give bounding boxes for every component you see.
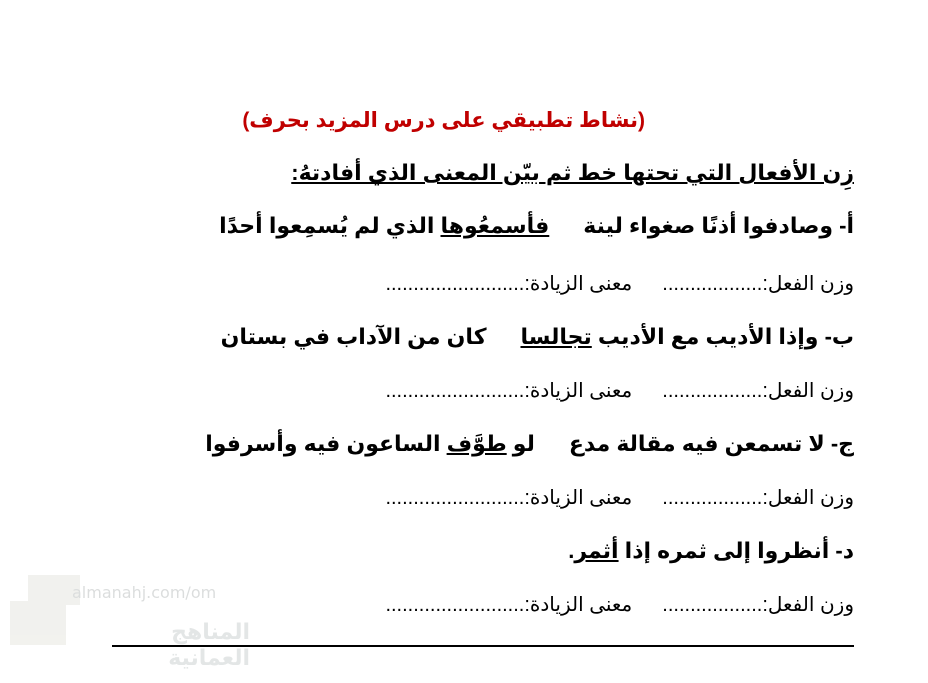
verse-b-first-hemistich: ب- وإذا الأديب مع الأديب	[591, 324, 854, 349]
meaning-blank: .........................	[385, 380, 525, 402]
verse-c-first-hemistich: ج- لا تسمعن فيه مقالة مدع	[568, 431, 854, 456]
answer-line-a	[385, 271, 854, 296]
watermark-logo-shape	[10, 601, 66, 645]
meaning-blank: .........................	[385, 594, 525, 616]
verse-a	[219, 213, 854, 239]
sentence-d-underlined-verb: أثمر	[574, 538, 619, 563]
weight-blank: ..................	[662, 487, 763, 509]
verse-b-second-hemistich: كان من الآداب في بستان	[220, 324, 487, 349]
worksheet-title: (نشاط تطبيقي على درس المزيد بحرف)	[242, 109, 645, 132]
verse-a-first-hemistich: أ- وصادفوا أذنًا صغواء لينة	[583, 213, 854, 238]
meaning-label: معنى الزيادة:	[524, 380, 633, 402]
sentence-d	[568, 538, 854, 564]
watermark-url: almanahj.com/om	[72, 583, 217, 602]
meaning-blank: .........................	[385, 487, 525, 509]
sentence-d-text: د- أنظروا إلى ثمره إذا	[618, 538, 854, 563]
verse-c-second-hemistich: الساعون فيه وأسرفوا	[205, 431, 447, 456]
weight-blank: ..................	[662, 594, 763, 616]
verse-a-underlined-verb: فأسمعُوها	[440, 213, 550, 238]
meaning-label: معنى الزيادة:	[524, 273, 633, 295]
weight-blank: ..................	[662, 273, 763, 295]
sentence-d-period: .	[568, 538, 575, 563]
instruction-text: زِن الأفعال التي تحتها خط ثم بيّن المعنى الذي أفادتهُ:	[291, 160, 854, 185]
verse-b-underlined-verb: تجالسا	[520, 324, 592, 349]
verse-c-second-prefix: لو	[506, 431, 535, 456]
verse-b	[221, 324, 854, 350]
weight-label: وزن الفعل:	[762, 594, 854, 616]
verse-c	[205, 431, 854, 457]
weight-label: وزن الفعل:	[762, 273, 854, 295]
watermark-logo-shape	[28, 575, 80, 605]
meaning-label: معنى الزيادة:	[524, 487, 633, 509]
bottom-divider	[112, 645, 854, 647]
verse-c-underlined-verb: طوَّف	[446, 431, 507, 456]
answer-line-d	[385, 592, 854, 617]
watermark-site-name: المناهج العمانية	[168, 619, 250, 670]
meaning-label: معنى الزيادة:	[524, 594, 633, 616]
weight-label: وزن الفعل:	[762, 487, 854, 509]
weight-label: وزن الفعل:	[762, 380, 854, 402]
answer-line-b	[385, 378, 854, 403]
weight-blank: ..................	[662, 380, 763, 402]
watermark	[10, 575, 250, 675]
meaning-blank: .........................	[385, 273, 525, 295]
answer-line-c	[385, 485, 854, 510]
verse-a-second-hemistich: الذي لم يُسمِعوا أحدًا	[219, 213, 441, 238]
